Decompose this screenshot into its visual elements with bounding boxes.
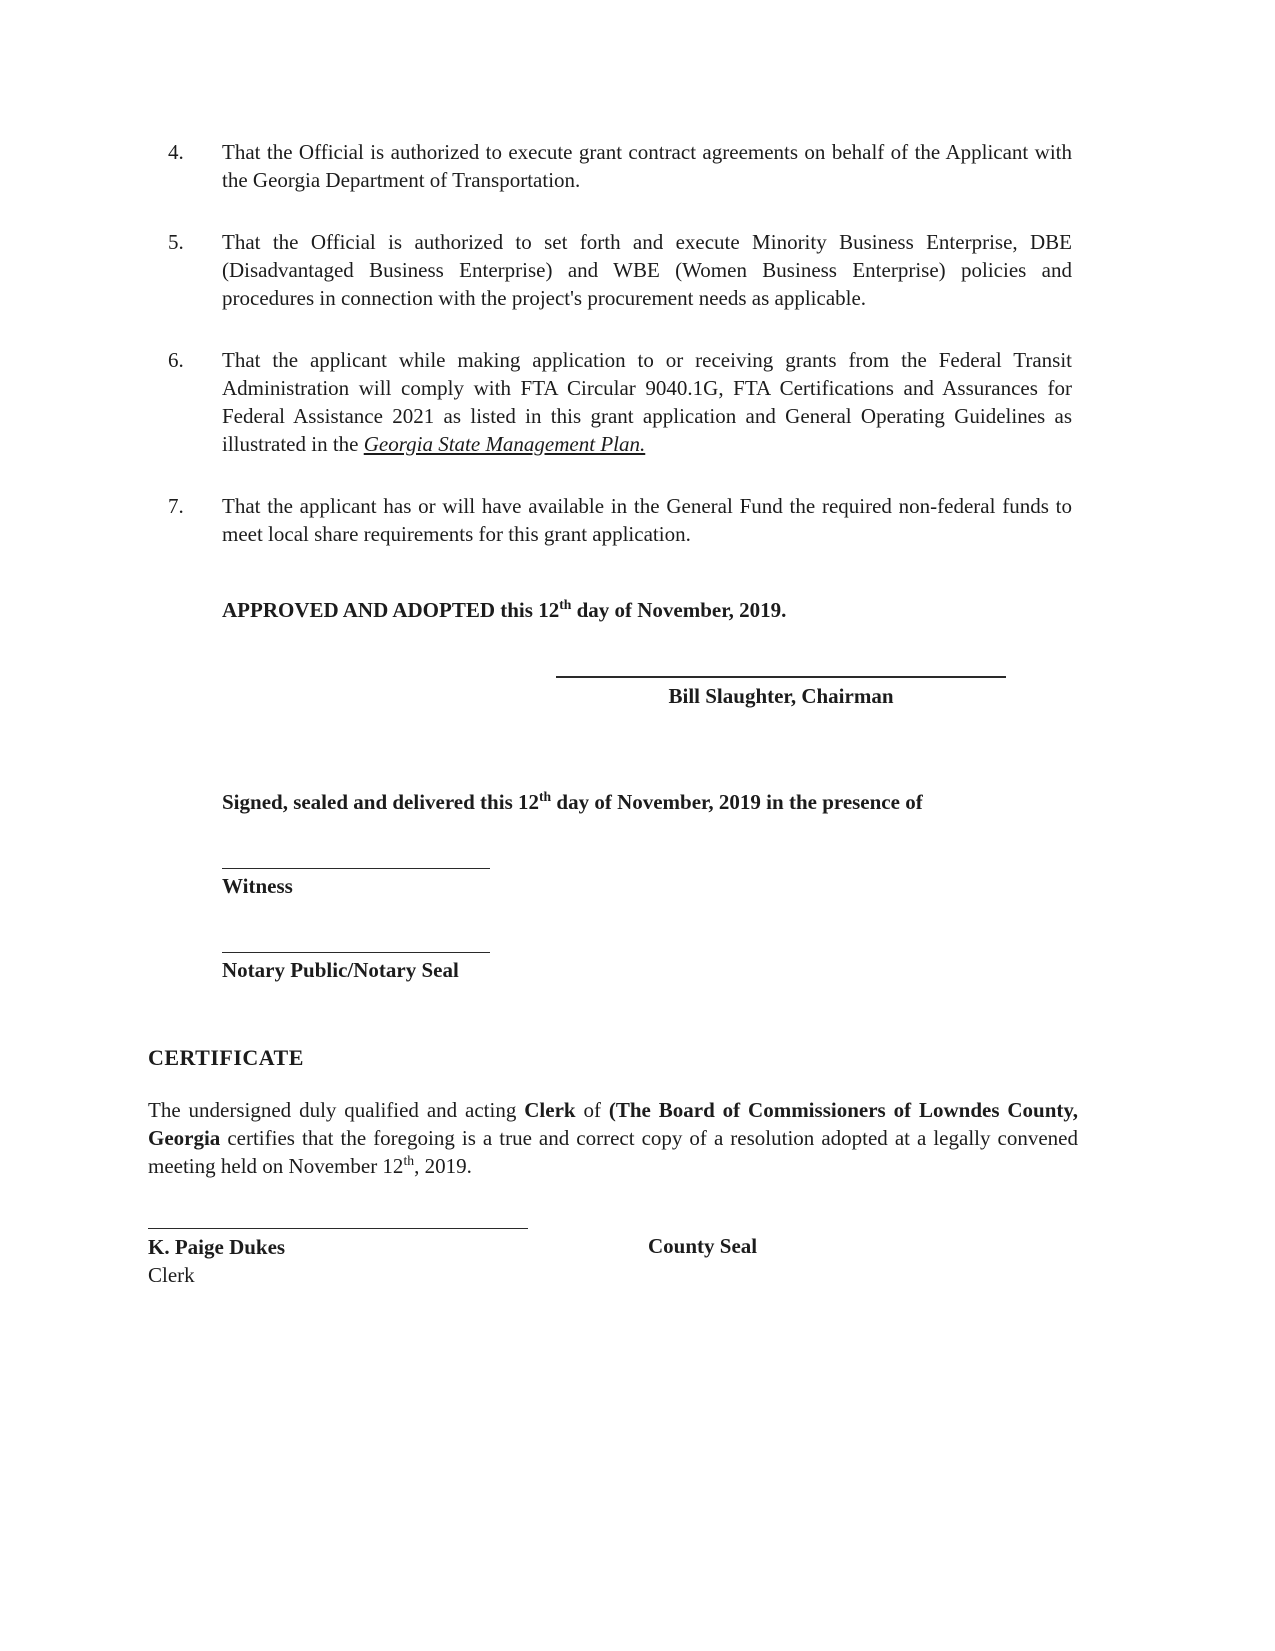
ordinal-superscript: th: [559, 597, 572, 612]
certificate-text: The undersigned duly qualified and acting: [148, 1098, 525, 1122]
item-number: 5.: [168, 230, 184, 254]
ordinal-superscript: th: [539, 789, 552, 804]
approved-text-cont: day of November, 2019.: [571, 598, 787, 622]
clerk-name: K. Paige Dukes: [148, 1235, 286, 1259]
clerk-signature-row: [148, 1228, 1275, 1289]
item-text: That the applicant has or will have available in the General Fund the required non-federal funds to meet local share requirements for this grant application.: [222, 494, 1072, 546]
clerk-signature-block: [148, 1228, 648, 1289]
item-text: That the Official is authorized to execute grant contract agreements on behalf of the Applicant with the Georgia Department of Transportation.: [222, 140, 1072, 192]
chairman-signature-block: [556, 676, 1006, 710]
item-text-main: That the applicant while making application to or receiving grants from the Federal Transit Administration will comply with FTA Circular 9040.1G, FTA Certifications and Assurances for Federal Assistance 2021 as listed in this grant application and General Operating Guidelines as illustrated in the: [222, 348, 1072, 456]
ordinal-superscript: th: [403, 1153, 415, 1168]
resolution-clauses: [168, 138, 1072, 548]
certificate-text: certifies that the foregoing is a true and correct copy of a resolution adopted at a legally convened meeting held on November 12: [148, 1126, 1078, 1178]
approved-text: APPROVED AND ADOPTED this 12: [222, 598, 560, 622]
item-text: [222, 346, 1072, 458]
board-emphasis: (The Board of Commissioners of Lowndes County, Georgia: [148, 1098, 1078, 1150]
item-number: 6.: [168, 348, 184, 372]
certificate-text: , 2019.: [414, 1154, 472, 1178]
signed-text: Signed, sealed and delivered this 12: [222, 790, 539, 814]
approved-adopted-statement: [222, 596, 1275, 624]
witness-label: Witness: [222, 874, 293, 898]
notary-label: Notary Public/Notary Seal: [222, 958, 459, 982]
item-number: 4.: [168, 140, 184, 164]
signed-text-cont: day of November, 2019 in the presence of: [551, 790, 923, 814]
list-item-5: [168, 228, 1072, 312]
county-seal-label: County Seal: [648, 1234, 758, 1258]
item-number: 7.: [168, 494, 184, 518]
list-item-6: [168, 346, 1072, 458]
certificate-text: of: [575, 1098, 609, 1122]
chairman-signature-label: Bill Slaughter, Chairman: [668, 684, 894, 708]
item-text: That the Official is authorized to set forth and execute Minority Business Enterprise, DBE (Disadvantaged Business Enterprise) and WBE (Women Business Enterprise) policies and procedures in connection with the project's procurement needs as applicable.: [222, 230, 1072, 310]
signed-sealed-statement: [222, 788, 1052, 816]
clerk-title: Clerk: [148, 1263, 195, 1287]
list-item-7: [168, 492, 1072, 548]
clerk-emphasis: Clerk: [524, 1098, 576, 1122]
certificate-heading: CERTIFICATE: [148, 1045, 304, 1070]
list-item-4: [168, 138, 1072, 194]
witness-signature-block: [222, 868, 490, 900]
georgia-state-management-plan-reference: Georgia State Management Plan.: [363, 432, 646, 456]
certificate-body: [148, 1096, 1078, 1180]
notary-signature-block: [222, 952, 490, 984]
